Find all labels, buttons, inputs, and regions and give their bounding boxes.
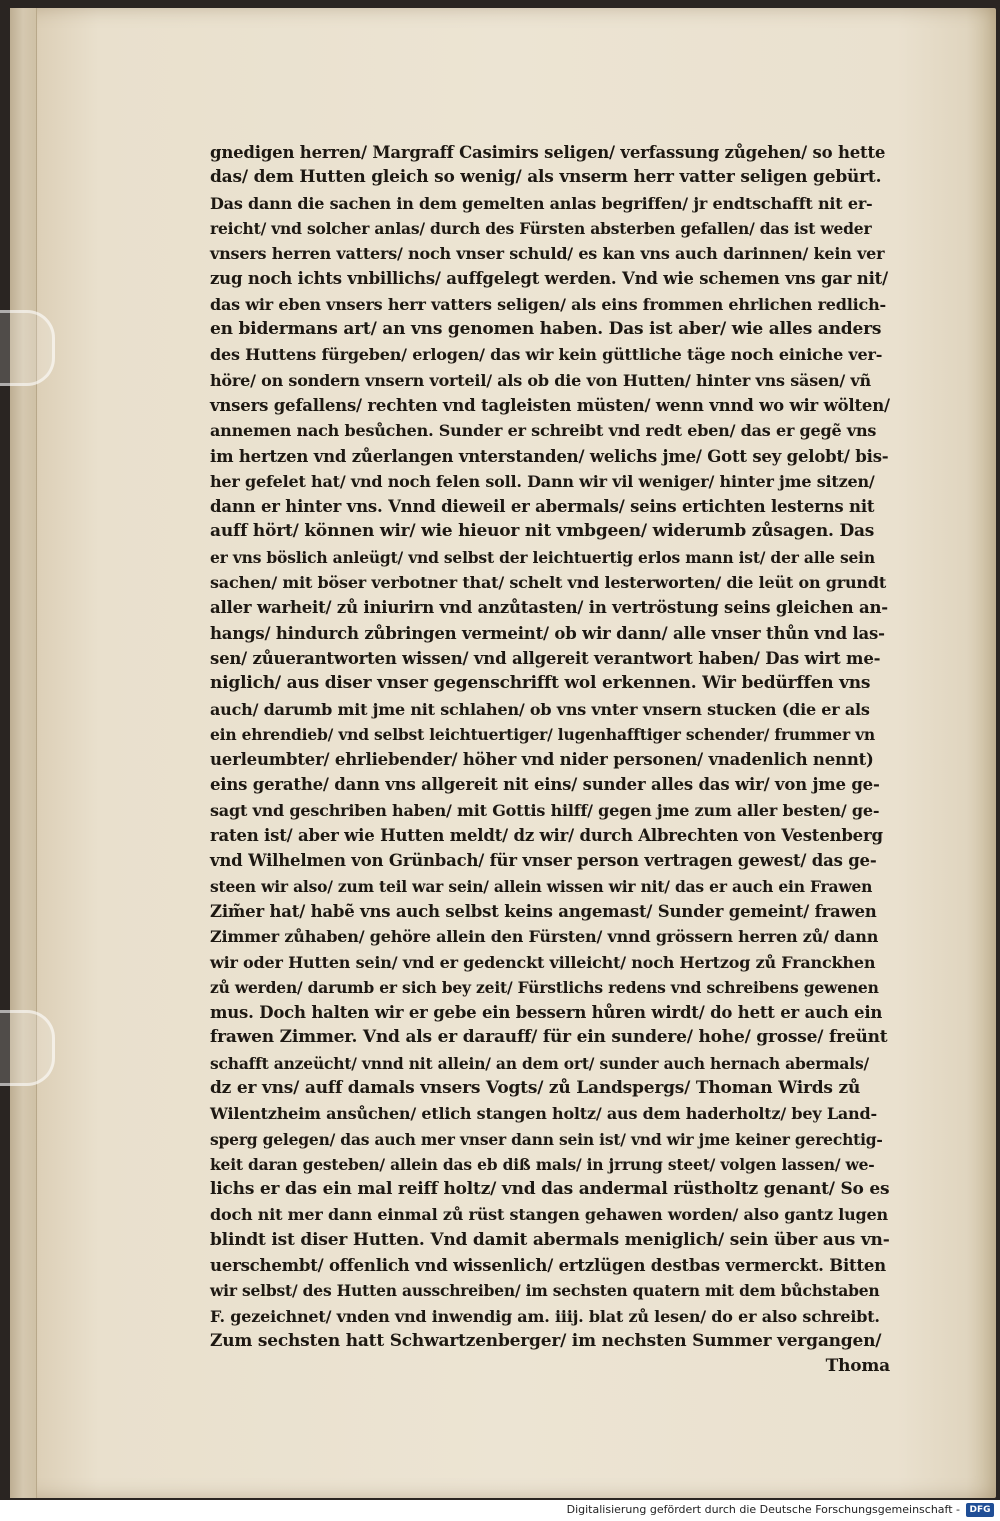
text-line: en bidermans art/ an vns genomen haben. Das ist aber/ wie alles anders [210,319,882,340]
text-line: gnedigen herren/ Margraff Casimirs seligen/ verfassung zůgehen/ so hette [210,143,886,162]
footer-bar [0,1500,1000,1521]
text-line: sachen/ mit böser verbotner that/ schelt vnd lesterworten/ die leüt on grundt [210,573,887,593]
text-line: niglich/ aus diser vnser gegenschrifft wol erkennen. Wir bedürffen vns [210,673,871,694]
text-line: wir oder Hutten sein/ vnd er gedenckt villeicht/ noch Hertzog zů Franckhen [210,952,876,972]
text-line: Zimmer zůhaben/ gehöre allein den Fürsten/ vnnd grössern herren zů/ dann [210,927,879,947]
text-line: zug noch ichts vnbillichs/ auffgelegt werden. Vnd wie schemen vns gar nit/ [210,269,888,289]
text-line: vnd Wilhelmen von Grünbach/ für vnser person vertragen gewest/ das ge- [210,851,877,871]
text-line: vnsers gefallens/ rechten vnd tagleisten müsten/ wenn vnnd wo wir wölten/ [210,395,890,415]
text-line: das wir eben vnsers herr vatters seligen/ als eins frommen ehrlichen redlich- [210,294,886,314]
footer-credit: Digitalisierung gefördert durch die Deutsche Forschungsgemeinschaft - [566,1503,960,1516]
page-binding-edge [10,8,37,1498]
text-line: reicht/ vnd solcher anlas/ durch des Fürsten absterben gefallen/ das ist weder [210,218,872,238]
text-line: frawen Zimmer. Vnd als er darauff/ für ein sundere/ hohe/ grosse/ freünt [210,1027,888,1048]
text-line: eins gerathe/ dann vns allgereit nit eins/ sunder alles das wir/ von jme ge- [210,775,880,795]
text-line: ein ehrendieb/ vnd selbst leichtuertiger/ lugenhafftiger schender/ frummer vn [210,724,875,744]
text-line: sperg gelegen/ das auch mer vnser dann sein ist/ vnd wir jme keiner gerechtig- [210,1129,883,1149]
dfg-logo: DFG [966,1503,994,1517]
text-line: sen/ zůuerantworten wissen/ vnd allgereit verantwort haben/ Das wirt me- [210,648,881,668]
text-line: doch nit mer dann einmal zů rüst stangen gehawen worden/ also gantz lugen [210,1205,888,1225]
catchword: Thoma [825,1356,890,1377]
text-line: schafft anzeücht/ vnnd nit allein/ an dem ort/ sunder auch hernach abermals/ [210,1053,869,1073]
text-line: Das dann die sachen in dem gemelten anlas begriffen/ jr endtschafft nit er- [210,193,873,213]
text-line: Zum sechsten hatt Schwartzenberger/ im nechsten Summer vergangen/ [210,1330,882,1351]
text-line: höre/ on sondern vnsern vorteil/ als ob die von Hutten/ hinter vns säsen/ vñ [210,370,871,390]
text-line: uerleumbter/ ehrliebender/ höher vnd nider personen/ vnadenlich nennt) [210,750,874,770]
text-line: auff hört/ können wir/ wie hieuor nit vmbgeen/ widerumb zůsagen. Das [210,521,875,542]
text-line: auch/ darumb mit jme nit schlahen/ ob vns vnter vnsern stucken (die er als [210,699,870,719]
text-line: uerschembt/ offenlich vnd wissenlich/ ertzlügen destbas vermerckt. Bitten [210,1256,886,1276]
text-line: wir selbst/ des Hutten ausschreiben/ im sechsten quatern mit dem bůchstaben [210,1281,880,1301]
text-line: dz er vns/ auff damals vnsers Vogts/ zů Landspergs/ Thoman Wirds zů [210,1077,861,1098]
text-line: er vns böslich anleügt/ vnd selbst der leichtuertig erlos mann ist/ der alle sein [210,547,875,567]
text-line: aller warheit/ zů iniurirn vnd anzůtasten/ in vertröstung seins gleichen an- [210,598,888,618]
text-line: hangs/ hindurch zůbringen vermeint/ ob wir dann/ alle vnser thůn vnd las- [210,623,885,643]
text-line: im hertzen vnd zůerlangen vnterstanden/ welichs jme/ Gott sey gelobt/ bis- [210,446,889,466]
page-clip [0,1010,55,1086]
text-line: steen wir also/ zum teil war sein/ allein wissen wir nit/ das er auch ein Frawen [210,876,873,896]
text-line: Zim̃er hat/ habẽ vns auch selbst keins angemast/ Sunder gemeint/ frawen [210,901,877,921]
text-line: das/ dem Hutten gleich so wenig/ als vnserm herr vatter seligen gebürt. [210,167,882,188]
text-line: dann er hinter vns. Vnnd dieweil er abermals/ seins ertichten lesterns nit [210,497,875,517]
text-line: Wilentzheim ansůchen/ etlich stangen holtz/ aus dem haderholtz/ bey Land- [210,1104,877,1124]
text-line: keit daran gesteben/ allein das eb diß mals/ in jrrung steet/ volgen lassen/ we- [210,1154,875,1174]
text-line: raten ist/ aber wie Hutten meldt/ dz wir/ durch Albrechten von Vestenberg [210,826,883,846]
text-line: blindt ist diser Hutten. Vnd damit abermals meniglich/ sein über aus vn- [210,1229,890,1250]
text-line: annemen nach besůchen. Sunder er schreibt vnd redt eben/ das er gegẽ vns [210,421,877,441]
page-clip [0,310,55,386]
text-line: sagt vnd geschriben haben/ mit Gottis hilff/ gegen jme zum aller besten/ ge- [210,800,880,820]
text-line: her gefelet hat/ vnd noch felen soll. Dann wir vil weniger/ hinter jme sitzen/ [210,471,875,491]
text-line: des Huttens fürgeben/ erlogen/ das wir kein güttliche täge noch einiche ver- [210,345,883,365]
text-line: mus. Doch halten wir er gebe ein bessern hůren wirdt/ do hett er auch ein [210,1003,883,1023]
text-line: zů werden/ darumb er sich bey zeit/ Fürstlichs redens vnd schreibens gewenen [210,977,879,997]
text-line: F. gezeichnet/ vnden vnd inwendig am. iiij. blat zů lesen/ do er also schreibt. [210,1306,880,1326]
page-text-block [210,140,890,1380]
text-line: vnsers herren vatters/ noch vnser schuld/ es kan vns auch darinnen/ kein ver [210,244,885,264]
text-line: lichs er das ein mal reiff holtz/ vnd das andermal rüstholtz genant/ So es [210,1179,890,1200]
